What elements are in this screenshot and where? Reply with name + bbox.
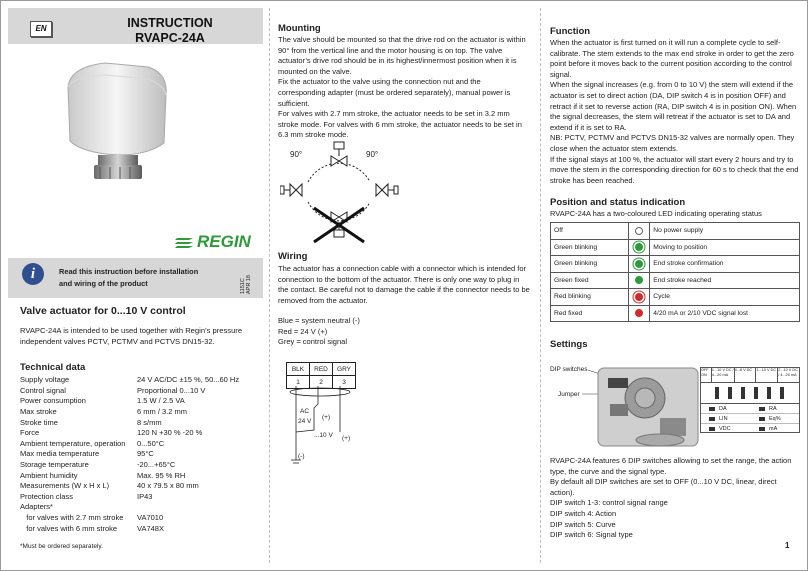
led-status-row <box>551 305 800 322</box>
mounting-p2: Fix the actuator to the valve using the connection nut and the corresponding adapter (must be ordered separately), manual power is sufficient. <box>278 77 511 108</box>
led-meaning: 4/20 mA or 2/10 VDC signal lost <box>650 305 800 322</box>
logo-text: REGIN <box>197 232 251 251</box>
info-icon: i <box>22 263 44 285</box>
title-line-2: RVAPC-24A <box>135 31 205 45</box>
dip-switch-icon <box>709 427 715 431</box>
spec-label: Max media temperature <box>20 449 100 459</box>
spec-row <box>20 502 260 513</box>
angle-left-label: 90° <box>290 150 303 159</box>
notice-line-1: Read this instruction before installation <box>59 267 199 276</box>
spec-row <box>20 460 260 471</box>
position-status-heading: Position and status indication <box>550 197 686 208</box>
spec-label: for valves with 2.7 mm stroke <box>20 512 124 522</box>
spec-label: Adapters* <box>20 502 53 512</box>
spec-row <box>20 396 260 407</box>
led-state: Off <box>551 223 629 240</box>
terminal-name: GRY <box>333 363 356 376</box>
led-indicator-cell <box>629 289 650 306</box>
spec-value: 6 mm / 3.2 mm <box>137 406 188 416</box>
spec-value: 120 N +30 % -20 % <box>137 428 203 438</box>
settings-heading: Settings <box>550 339 588 350</box>
spec-label: Power consumption <box>20 396 86 406</box>
product-intro: RVAPC-24A is intended to be used together with Regin’s pressure independent valves PCTV, PCTMV and PCTVS DN15-32. <box>20 326 243 346</box>
spec-row <box>20 407 260 418</box>
dip-switches-label: DIP switches <box>550 366 588 373</box>
spec-row <box>20 418 260 429</box>
settings-p6: DIP switch 6: Signal type <box>550 530 633 540</box>
dip-header-range-2: 4...8 V DC <box>735 368 757 382</box>
circuit-board-photo <box>598 368 698 446</box>
actuator-photo <box>60 55 180 185</box>
led-meaning: No power supply <box>650 223 800 240</box>
spec-row <box>20 471 260 482</box>
wire-label-ac: AC <box>300 408 310 415</box>
spec-label: Stroke time <box>20 417 58 427</box>
led-indicator-cell <box>629 239 650 256</box>
mounting-text <box>278 35 530 141</box>
spec-value: 24 V AC/DC ±15 %, 50...60 Hz <box>137 375 240 385</box>
spec-label: Max stroke <box>20 406 57 416</box>
spec-row <box>20 439 260 450</box>
spec-value: VA748X <box>137 523 164 533</box>
led-meaning: End stroke reached <box>650 272 800 289</box>
settings-p3: DIP switch 1-3: control signal range <box>550 498 668 508</box>
led-indicator-cell <box>629 272 650 289</box>
wiring-legend-red: Red = 24 V (+) <box>278 326 328 336</box>
valve-symbol-right <box>376 184 398 196</box>
spec-value: Proportional 0...10 V <box>137 385 206 395</box>
regin-stripes-icon <box>175 236 195 248</box>
wiring-legend-grey: Grey = control signal <box>278 337 347 347</box>
angle-right-label: 90° <box>366 150 379 159</box>
settings-p5: DIP switch 5: Curve <box>550 519 616 529</box>
spec-label: Supply voltage <box>20 375 70 385</box>
wiring-legend-blue: Blue = system neutral (-) <box>278 316 360 325</box>
wire-label-24v: 24 V <box>298 418 312 425</box>
mounting-p1: The valve should be mounted so that the drive rod on the actuator is within 90° from the vertical line and the motor housing is on top. The valve actuator’s drive rod should be in its highest/innermost position when it is mounted on the valve. <box>278 35 526 76</box>
led-state: Green fixed <box>551 272 629 289</box>
led-status-row <box>551 223 800 240</box>
column-divider <box>269 8 270 563</box>
spec-value: -20...+65°C <box>137 459 176 469</box>
dip-switch-icon <box>709 417 715 421</box>
dip-range-illustration <box>701 383 799 404</box>
column-divider <box>540 8 541 563</box>
settings-p2: By default all DIP switches are set to OFF (0...10 V DC, linear, direct action). <box>550 477 777 497</box>
spec-row <box>20 524 260 535</box>
dip-header-range-1: 1...10 V DC / 4...20 mA <box>712 368 735 382</box>
dip-off-value: VDC <box>719 425 731 432</box>
terminal-number: 3 <box>333 376 356 389</box>
dip-off-value: DA <box>719 405 727 412</box>
spec-row <box>20 428 260 439</box>
dip-header-range-3: 1...10 V DC <box>756 368 778 382</box>
spec-label: Ambient humidity <box>20 470 78 480</box>
position-status-intro: RVAPC-24A has a two-coloured LED indicating operating status <box>550 209 762 218</box>
function-p1: When the actuator is first turned on it will run a complete cycle to self-calibrate. The stem extends to the max end stroke in order to get the zero point before it moves back to the current position according to the control signal. <box>550 38 794 79</box>
spec-value: 8 s/mm <box>137 417 162 427</box>
wire-label-plus-1: (+) <box>322 414 331 421</box>
dip-switch-icon <box>759 407 765 411</box>
led-status-row <box>551 272 800 289</box>
wiring-legend <box>278 316 530 348</box>
wire-label-10v: ...10 V <box>314 432 333 439</box>
notice-text <box>59 266 198 290</box>
dip-function-row <box>701 404 799 413</box>
function-p2: When the signal increases (e.g. from 0 to 10 V) the stem will extend if the actuator is set to direct action (DA, DIP switch 4 is in position OFF) and retract if it set to reverse action (RA, DIP switch 4 is in position ON). When the signal decreases, the stem will retreat if the actuator is set to DA and extend if it is set to RA. <box>550 80 797 132</box>
notice-line-2: and wiring of the product <box>59 279 148 288</box>
dip-function-rows <box>701 404 799 433</box>
led-state: Green blinking <box>551 256 629 273</box>
technical-data-heading: Technical data <box>20 362 86 374</box>
spec-label: for valves with 6 mm stroke <box>20 523 118 533</box>
spec-value: 1.5 W / 2.5 VA <box>137 396 185 406</box>
dip-header-off-on: OFF ON <box>701 368 712 382</box>
led-icon <box>635 309 643 317</box>
led-meaning: Moving to position <box>650 239 800 256</box>
spec-row <box>20 375 260 386</box>
jumper-label: Jumper <box>558 391 580 398</box>
page-number: 1 <box>785 541 790 550</box>
led-indicator-cell <box>629 305 650 322</box>
spec-label: Measurements (W x H x L) <box>20 481 110 491</box>
spec-value: 40 x 79.5 x 80 mm <box>137 481 199 491</box>
terminal-number: 1 <box>287 376 310 389</box>
valve-symbol-top <box>331 142 347 166</box>
led-indicator-cell <box>629 256 650 273</box>
wiring-heading: Wiring <box>278 251 308 262</box>
dip-header-row <box>701 368 799 383</box>
led-meaning: End stroke confirmation <box>650 256 800 273</box>
language-badge: EN <box>30 21 52 37</box>
product-section <box>20 305 260 550</box>
dip-switch-icon <box>709 407 715 411</box>
led-state: Green blinking <box>551 239 629 256</box>
led-state: Red blinking <box>551 289 629 306</box>
spec-value: VA7010 <box>137 512 164 522</box>
spec-row <box>20 492 260 503</box>
settings-text <box>550 456 800 541</box>
title-line-1: INSTRUCTION <box>127 16 213 30</box>
wire-label-minus: (-) <box>298 453 305 460</box>
led-icon <box>635 243 643 251</box>
dip-off-value: LIN <box>719 415 728 422</box>
dip-function-row <box>701 423 799 433</box>
doc-code <box>240 260 252 294</box>
spec-value: 95°C <box>137 449 154 459</box>
terminal-name: RED <box>310 363 333 376</box>
spec-row <box>20 386 260 397</box>
wire-label-plus-2: (+) <box>342 435 351 442</box>
spec-row <box>20 481 260 492</box>
document-title <box>90 16 250 46</box>
settings-p4: DIP switch 4: Action <box>550 508 617 518</box>
dip-on-value: mA <box>769 425 778 432</box>
spec-label: Protection class <box>20 491 73 501</box>
spec-value: IP43 <box>137 491 153 501</box>
dip-on-value: RA <box>769 405 777 412</box>
function-text <box>550 38 800 186</box>
valve-symbol-left <box>280 184 302 196</box>
spec-label: Storage temperature <box>20 459 89 469</box>
settings-p1: RVAPC-24A features 6 DIP switches allowing to set the range, the action type, the curve and the signal type. <box>550 456 792 476</box>
spec-label: Ambient temperature, operation <box>20 438 126 448</box>
doc-code-date: APR 18 <box>246 275 252 294</box>
dip-function-row <box>701 413 799 423</box>
invalid-orientation-cross <box>314 208 364 242</box>
dip-switch-icon <box>759 427 765 431</box>
spec-row <box>20 449 260 460</box>
led-icon <box>635 260 643 268</box>
terminal-number: 2 <box>310 376 333 389</box>
led-icon <box>635 293 643 301</box>
function-p4: If the signal stays at 100 %, the actuator will start every 2 hours and try to move the stem in the corresponding direction for 60 s to check that the end stroke has been reached. <box>550 154 799 185</box>
wiring-text: The actuator has a connection cable with a connector which is intended for connection to the bottom of the actuator. There is only one way to plug in the contact. Be careful not to damage the cable if the connector needs to be removed from the actuator. <box>278 264 530 305</box>
technical-data-table <box>20 375 260 534</box>
mounting-heading: Mounting <box>278 23 321 34</box>
led-status-row <box>551 239 800 256</box>
led-state: Red fixed <box>551 305 629 322</box>
dip-on-value: Eq% <box>769 415 781 422</box>
dip-switch-settings-table <box>700 367 800 433</box>
product-title: Valve actuator for 0...10 V control <box>20 305 186 317</box>
dip-header-range-4: 2...10 V DC / 4...20 mA <box>778 368 798 377</box>
brand-logo <box>175 232 251 252</box>
led-icon <box>635 276 643 284</box>
spec-value: Max. 95 % RH <box>137 470 186 480</box>
function-p3: NB: PCTV, PCTMV and PCTVS DN15-32 valves are normally open. They close when the actuator stem extends. <box>550 133 795 153</box>
technical-footnote: *Must be ordered separately. <box>20 543 103 551</box>
spec-value: 0...50°C <box>137 438 165 448</box>
spec-label: Control signal <box>20 385 66 395</box>
led-status-table <box>550 222 800 322</box>
led-indicator-cell <box>629 223 650 240</box>
led-icon <box>635 227 643 235</box>
terminal-name: BLK <box>287 363 310 376</box>
spec-row <box>20 513 260 524</box>
spec-label: Force <box>20 428 40 438</box>
led-status-row <box>551 289 800 306</box>
dip-switch-icon <box>759 417 765 421</box>
led-status-row <box>551 256 800 273</box>
wiring-diagram <box>286 362 356 478</box>
led-meaning: Cycle <box>650 289 800 306</box>
mounting-p3: For valves with 2.7 mm stroke, the actuator needs to be set in 3.2 mm stroke mode. For valves with 6 mm stroke, the actuator needs to be set in 6.3 mm stroke mode. <box>278 109 522 140</box>
function-heading: Function <box>550 26 591 37</box>
doc-code-number: 1151C <box>240 278 246 294</box>
terminal-block <box>286 362 356 389</box>
